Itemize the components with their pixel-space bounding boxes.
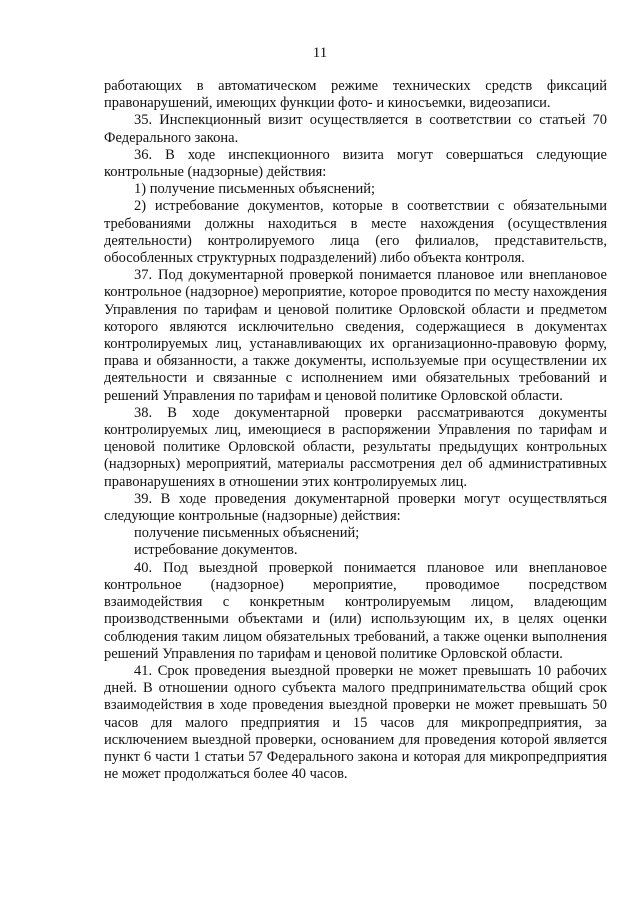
paragraph-36-item-2: 2) истребование документов, которые в соответствии с обязательными требованиями должны находиться в месте нахождения (осуществления деятельности) контролируемого лица (его филиалов, представительств, обособленных структурных подразделений) либо объекта контроля.: [104, 198, 607, 267]
paragraph-38: 38. В ходе документарной проверки рассматриваются документы контролируемых лиц, имеющиеся в распоряжении Управления по тарифам и ценовой политике Орловской области, результаты предыдущих контрольных (надзорных) мероприятий, материалы рассмотрения дел об административных правонарушениях в отношении этих контролируемых лиц.: [104, 404, 607, 490]
paragraph-36-item-1: 1) получение письменных объяснений;: [134, 181, 376, 198]
paragraph-39-item-2: истребование документов.: [134, 542, 298, 559]
page-number: 11: [312, 45, 328, 61]
document-body: [104, 78, 607, 783]
paragraph-40: 40. Под выездной проверкой понимается плановое или внеплановое контрольное (надзорное) мероприятие, проводимое посредством взаимодействия с конкретным контролируемым лицом, владеющим производственными объектами и (или) использующим их, в целях оценки соблюдения таким лицом обязательных требований, а также оценки выполнения решений Управления по тарифам и ценовой политике Орловской области.: [104, 559, 607, 662]
paragraph-41: 41. Срок проведения выездной проверки не может превышать 10 рабочих дней. В отношении одного субъекта малого предпринимательства общий срок взаимодействия в ходе проведения выездной проверки не может превышать 50 часов для малого предприятия и 15 часов для микропредприятия, за исключением выездной проверки, основанием для проведения которой является пункт 6 части 1 статьи 57 Федерального закона и которая для микропредприятия не может продолжаться более 40 часов.: [104, 662, 607, 783]
paragraph-39-item-1: получение письменных объяснений;: [134, 525, 360, 542]
paragraph-39: 39. В ходе проведения документарной проверки могут осуществляться следующие контрольные (надзорные) действия:: [104, 490, 607, 525]
paragraph-36: 36. В ходе инспекционного визита могут совершаться следующие контрольные (надзорные) действия:: [104, 146, 607, 181]
paragraph-37: 37. Под документарной проверкой понимается плановое или внеплановое контрольное (надзорное) мероприятие, которое проводится по месту нахождения Управления по тарифам и ценовой политике Орловской области и предметом которого являются исключительно сведения, содержащиеся в документах контролируемых лиц, устанавливающих их организационно-правовую форму, права и обязанности, а также документы, используемые при осуществлении их деятельности и связанные с исполнением ими обязательных требований и решений Управления по тарифам и ценовой политике Орловской области.: [104, 267, 607, 404]
paragraph-35: 35. Инспекционный визит осуществляется в соответствии со статьей 70 Федерального закона.: [104, 112, 607, 146]
paragraph-continuation: работающих в автоматическом режиме технических средств фиксаций правонарушений, имеющих функции фото- и киносъемки, видеозаписи.: [104, 78, 607, 112]
